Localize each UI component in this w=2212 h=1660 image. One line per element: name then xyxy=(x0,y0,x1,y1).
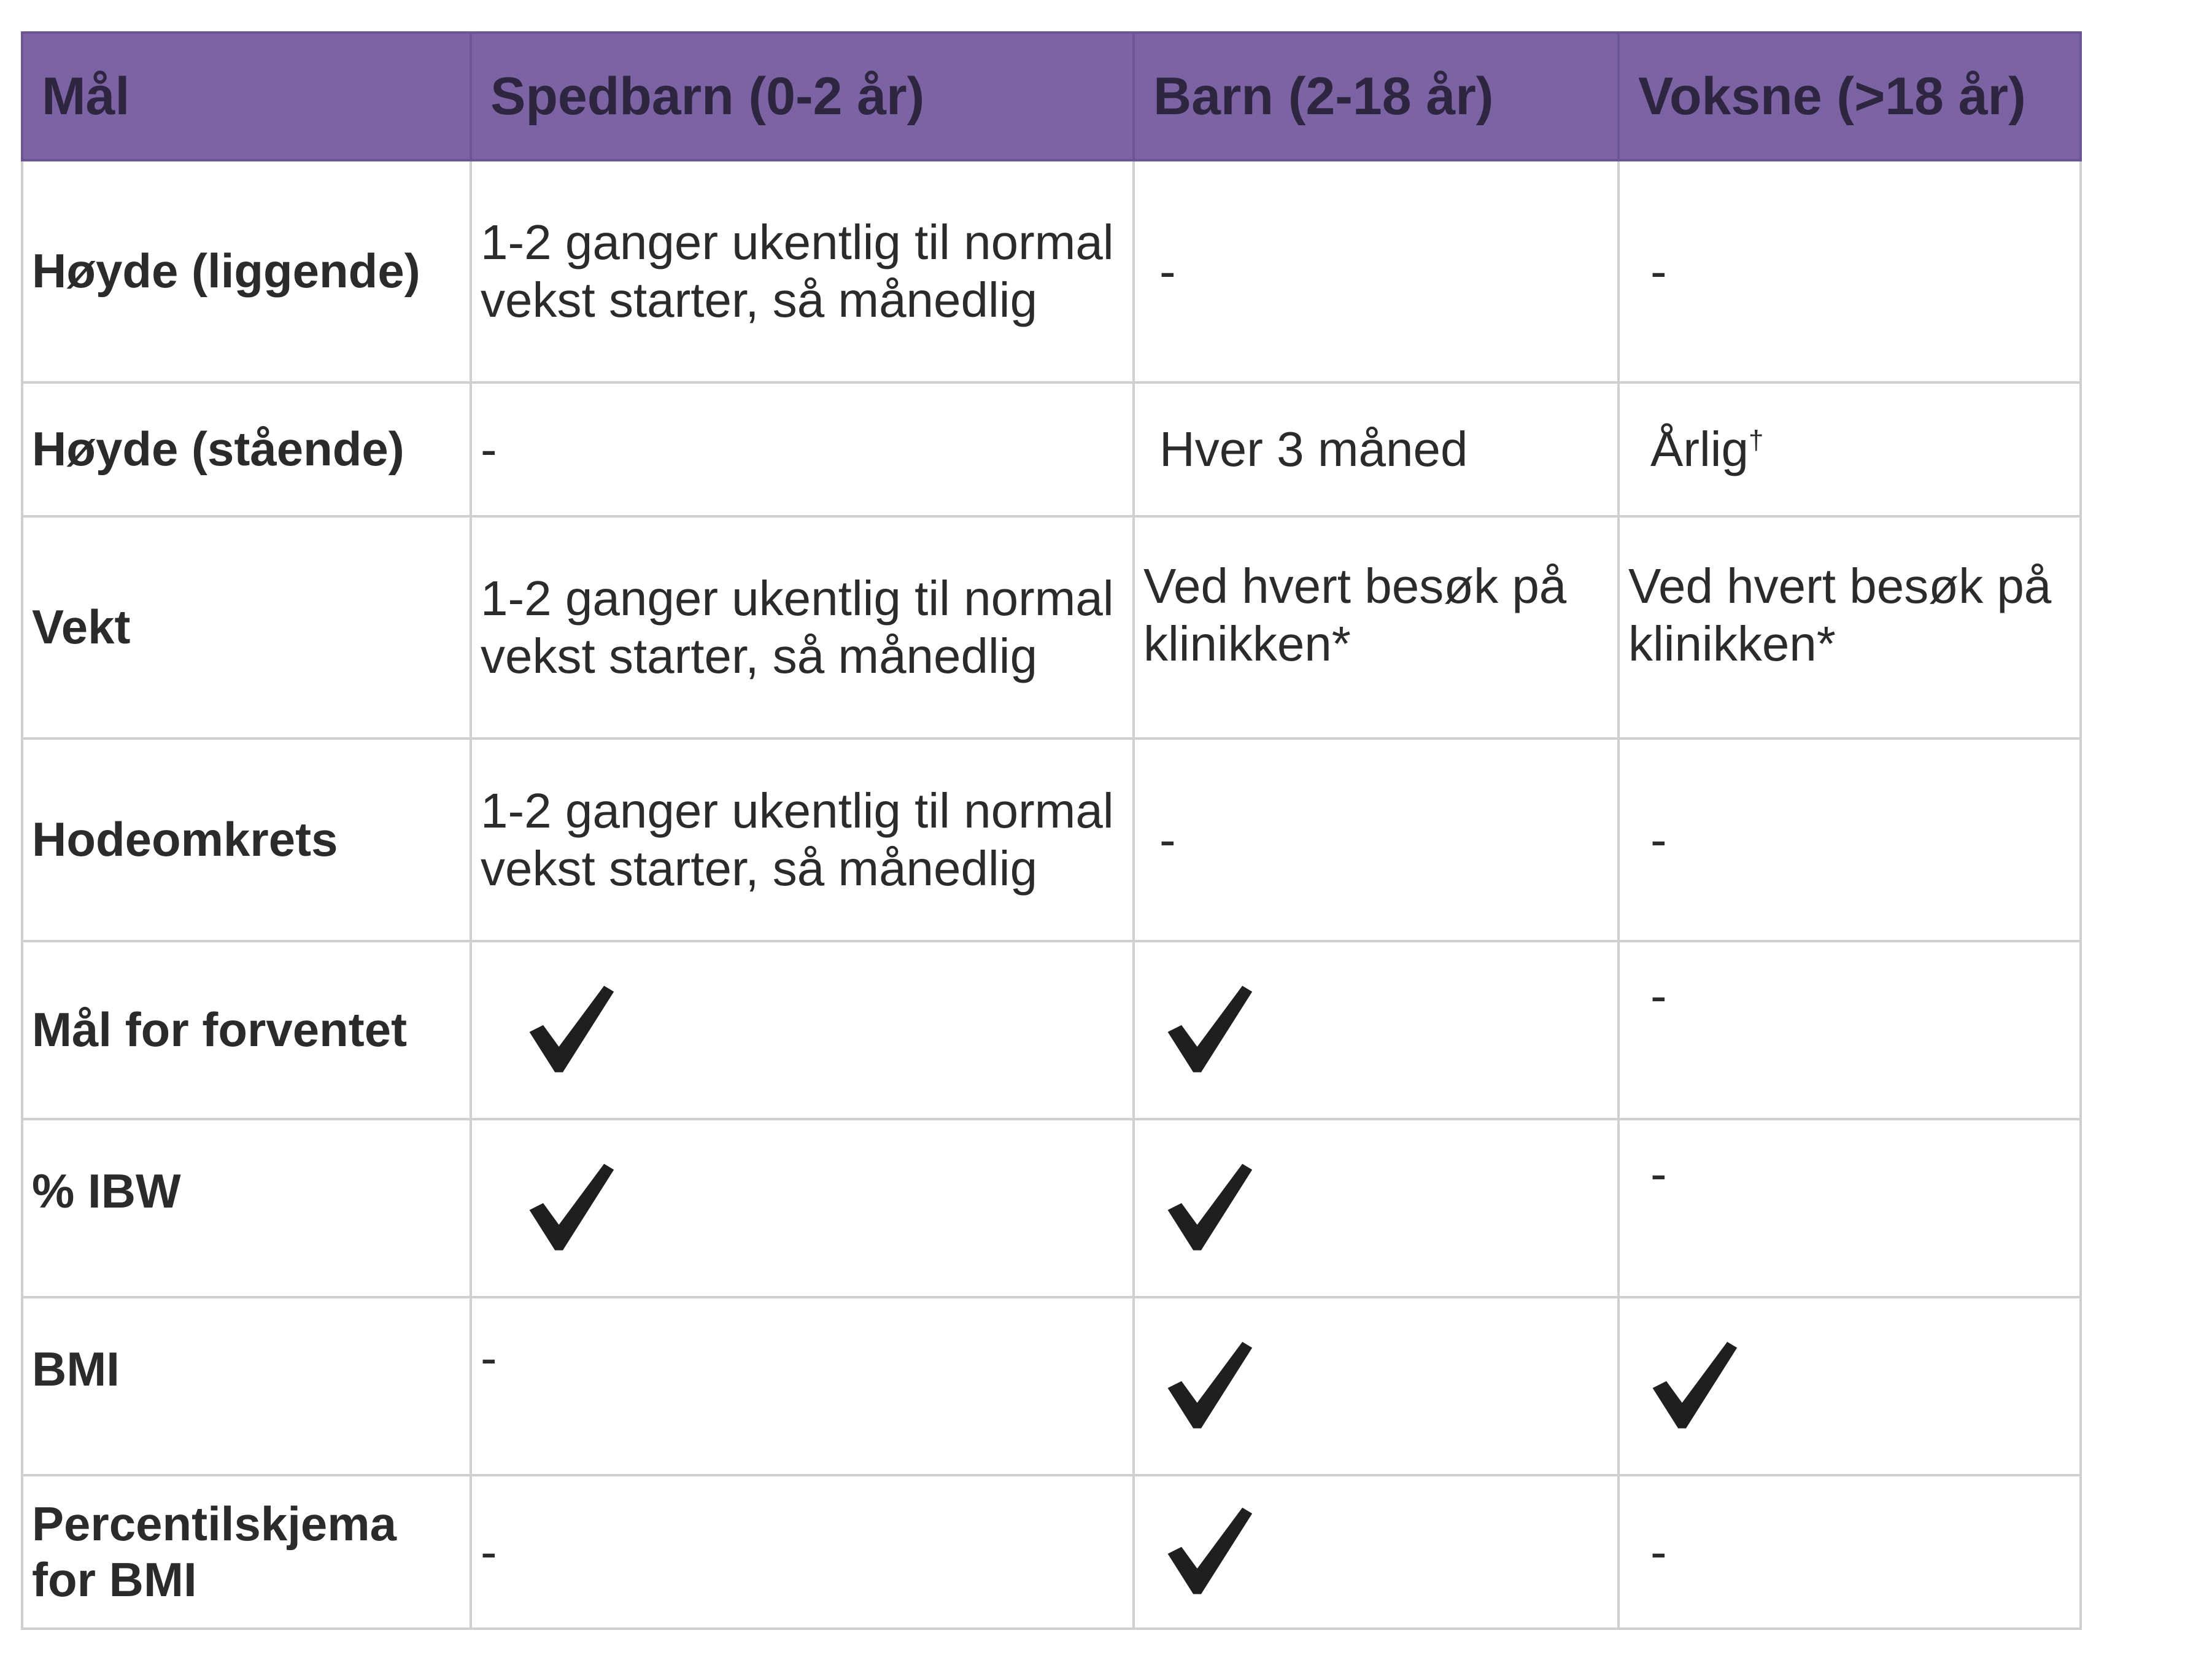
table-header xyxy=(22,33,2081,160)
table-row xyxy=(22,739,2081,941)
checkmark-icon xyxy=(1647,1334,1745,1432)
row-label-ibw: % IBW xyxy=(22,1119,471,1297)
cell-adults xyxy=(1618,1297,2081,1475)
cell-infants xyxy=(471,941,1134,1119)
cell-children xyxy=(1134,941,1618,1119)
header-infants: Spedbarn (0-2 år) xyxy=(471,33,1134,160)
cell-adults: Ved hvert besøk på klinikken* xyxy=(1618,516,2081,739)
row-label-height-standing: Høyde (stående) xyxy=(22,382,471,516)
table-row xyxy=(22,1475,2081,1629)
growth-measurement-table xyxy=(21,31,2082,1630)
checkmark-icon xyxy=(524,978,622,1076)
cell-infants: - xyxy=(471,382,1134,516)
cell-adults: - xyxy=(1618,160,2081,382)
cell-infants: - xyxy=(471,1297,1134,1475)
cell-infants: - xyxy=(471,1475,1134,1629)
header-row xyxy=(22,33,2081,160)
row-label-head-circumference: Hodeomkrets xyxy=(22,739,471,941)
cell-adults xyxy=(1618,382,2081,516)
dagger-footnote-mark: † xyxy=(1749,425,1764,456)
checkmark-icon xyxy=(1162,1334,1260,1432)
cell-children: Hver 3 måned xyxy=(1134,382,1618,516)
cell-children: - xyxy=(1134,739,1618,941)
table-row xyxy=(22,160,2081,382)
cell-children xyxy=(1134,1297,1618,1475)
table-row xyxy=(22,382,2081,516)
cell-adults: - xyxy=(1618,941,2081,1119)
cell-children: Ved hvert besøk på klinikken* xyxy=(1134,516,1618,739)
annual-text: Årlig xyxy=(1650,422,1749,477)
cell-infants: 1-2 ganger ukentlig til normal vekst starter, så månedlig xyxy=(471,516,1134,739)
header-children: Barn (2-18 år) xyxy=(1134,33,1618,160)
cell-infants: 1-2 ganger ukentlig til normal vekst starter, så månedlig xyxy=(471,160,1134,382)
table-row xyxy=(22,1297,2081,1475)
cell-children xyxy=(1134,1475,1618,1629)
checkmark-icon xyxy=(1162,1500,1260,1598)
cell-children: - xyxy=(1134,160,1618,382)
row-label-bmi: BMI xyxy=(22,1297,471,1475)
checkmark-icon xyxy=(1162,978,1260,1076)
cell-infants xyxy=(471,1119,1134,1297)
cell-adults: - xyxy=(1618,739,2081,941)
table-row xyxy=(22,941,2081,1119)
checkmark-icon xyxy=(524,1156,622,1254)
cell-adults: - xyxy=(1618,1475,2081,1629)
row-label-expected-target: Mål for forventet xyxy=(22,941,471,1119)
header-measure: Mål xyxy=(22,33,471,160)
table-row xyxy=(22,1119,2081,1297)
row-label-bmi-percentile-chart: Percentilskjema for BMI xyxy=(22,1475,471,1629)
row-label-height-lying: Høyde (liggende) xyxy=(22,160,471,382)
cell-infants: 1-2 ganger ukentlig til normal vekst starter, så månedlig xyxy=(471,739,1134,941)
cell-children xyxy=(1134,1119,1618,1297)
row-label-weight: Vekt xyxy=(22,516,471,739)
table-row xyxy=(22,516,2081,739)
cell-adults: - xyxy=(1618,1119,2081,1297)
checkmark-icon xyxy=(1162,1156,1260,1254)
header-adults: Voksne (>18 år) xyxy=(1618,33,2081,160)
